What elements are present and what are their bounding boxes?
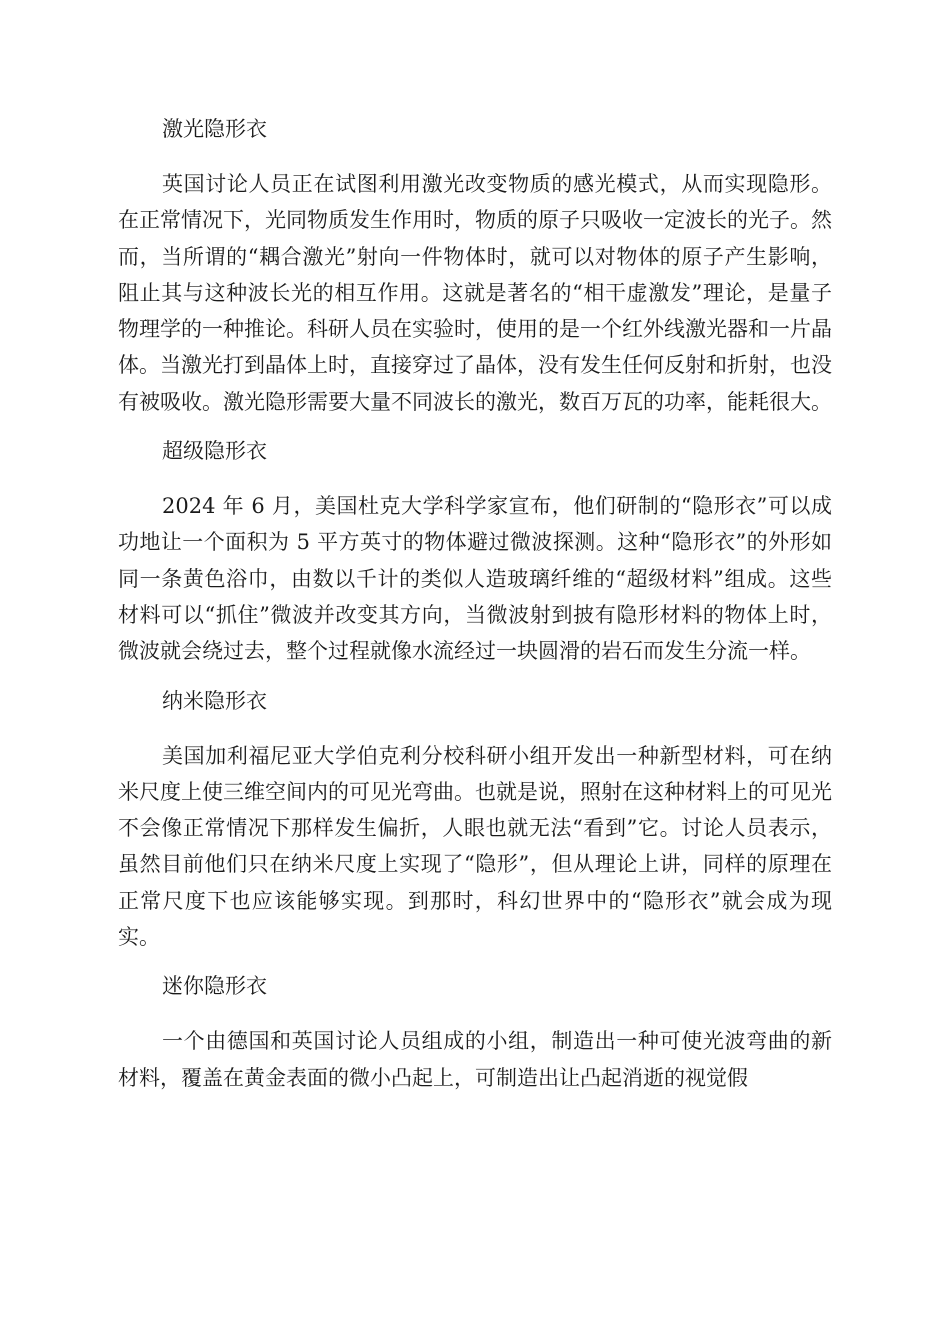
section-heading-mini: 迷你隐形衣 <box>162 974 267 999</box>
section-heading-super: 超级隐形衣 <box>162 439 267 464</box>
section-heading-laser: 激光隐形衣 <box>162 117 267 141</box>
section-body-nano: 美国加利福尼亚大学伯克利分校科研小组开发出一种新型材料，可在纳米尺度上使三维空间内的可见光弯曲。也就是说，照射在这种材料上的可见光不会像正常情况下那样发生偏折，人眼也就无法“看到”它。讨论人员表示，虽然目前他们只在纳米尺度上实现了“隐形”，但从理论上讲，同样的原理在正常尺度下也应该能够实现。到那时，科幻世界中的“隐形衣”就会成为现实。 <box>118 743 832 950</box>
section-body-super: 2024 年 6 月，美国杜克大学科学家宣布，他们研制的“隐形衣”可以成功地让一个面积为 5 平方英寸的物体避过微波探测。这种“隐形衣”的外形如同一条黄色浴巾，由数以千计的类似人造玻璃纤维的“超级材料”组成。这些材料可以“抓住”微波并改变其方向，当微波射到披有隐形材料的物体上时，微波就会绕过去，整个过程就像水流经过一块圆滑的岩石而发生分流一样。 <box>118 494 832 664</box>
section-body-mini: 一个由德国和英国讨论人员组成的小组，制造出一种可使光波弯曲的新材料，覆盖在黄金表面的微小凸起上，可制造出让凸起消逝的视觉假 <box>118 1029 832 1090</box>
section-heading-nano: 纳米隐形衣 <box>162 688 267 713</box>
section-body-laser: 英国讨论人员正在试图利用激光改变物质的感光模式，从而实现隐形。在正常情况下，光同物质发生作用时，物质的原子只吸收一定波长的光子。然而，当所谓的“耦合激光”射向一件物体时，就可以对物体的原子产生影响，阻止其与这种波长光的相互作用。这就是著名的“相干虚激发”理论，是量子物理学的一种推论。科研人员在实验时，使用的是一个红外线激光器和一片晶体。当激光打到晶体上时，直接穿过了晶体，没有发生任何反射和折射，也没有被吸收。激光隐形需要大量不同波长的激光，数百万瓦的功率，能耗很大。 <box>118 172 832 414</box>
document-page <box>118 104 832 1096</box>
